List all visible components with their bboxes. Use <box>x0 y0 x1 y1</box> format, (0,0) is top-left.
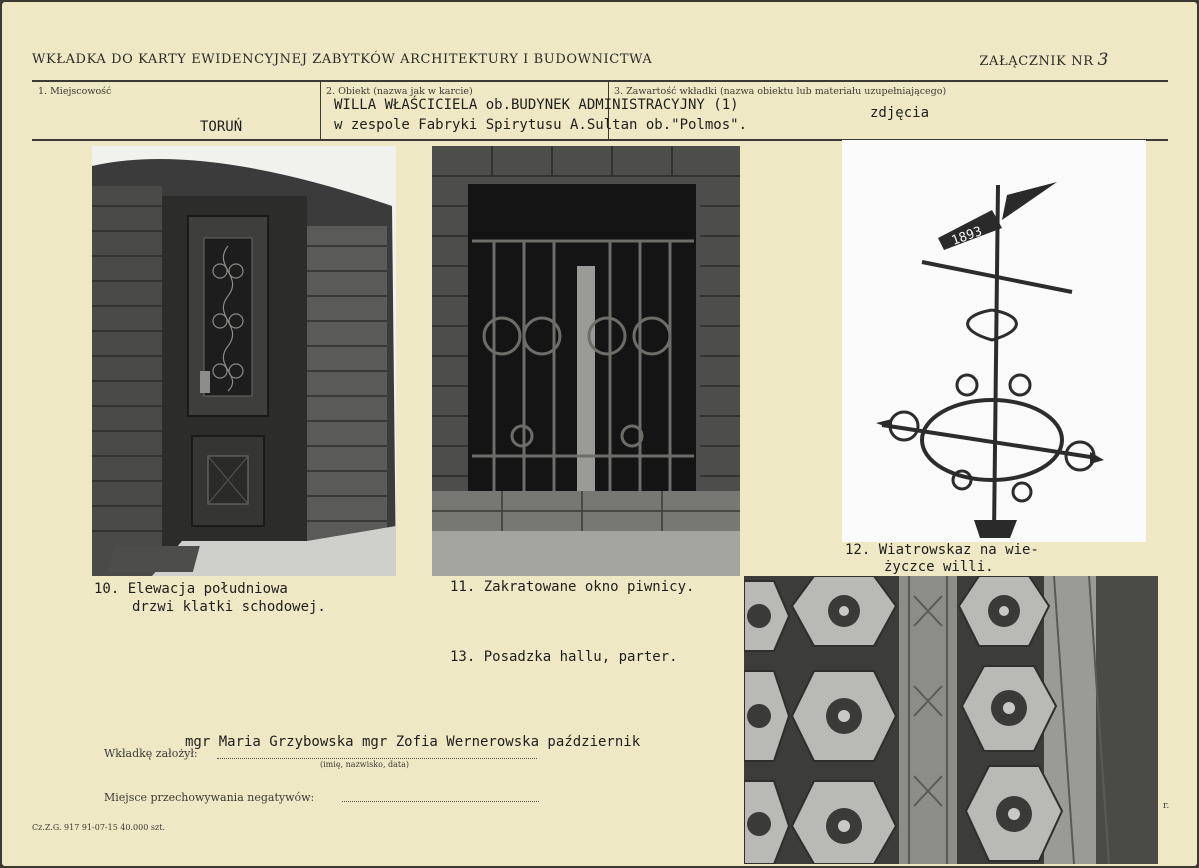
field-divider-1 <box>320 82 321 140</box>
form-title: WKŁADKA DO KARTY EWIDENCYJNEJ ZABYTKÓW ARCHITEKTURY I BUDOWNICTWA <box>32 52 653 67</box>
field-locality-value: TORUŃ <box>200 119 243 135</box>
caption-10-line1: 10. Elewacja południowa <box>94 581 288 597</box>
caption-11: 11. Zakratowane okno piwnicy. <box>450 579 695 595</box>
field-contents-label: 3. Zawartość wkładki (nazwa obiektu lub materiału uzupełniającego) <box>614 86 947 97</box>
photo-weather-vane <box>842 140 1146 542</box>
annex-label <box>979 50 1109 70</box>
field-object-label: 2. Obiekt (nazwa jak w karcie) <box>326 86 473 97</box>
storage-dotted-line <box>342 801 539 802</box>
caption-13: 13. Posadzka hallu, parter. <box>450 649 678 665</box>
made-by-dotted-line <box>217 758 537 759</box>
annex-number: 3 <box>1097 50 1109 70</box>
storage-label: Miejsce przechowywania negatywów: <box>104 791 315 804</box>
authors-typed: mgr Maria Grzybowska mgr Zofia Wernerowska październik <box>185 734 641 750</box>
inventory-insert-sheet <box>2 2 1197 866</box>
caption-12-line2: życzce willi. <box>884 559 994 575</box>
photo-hall-floor <box>744 576 1158 864</box>
photo-barred-window <box>432 146 740 576</box>
caption-12-line1: 12. Wiatrowskaz na wie- <box>845 542 1039 558</box>
field-contents-value: zdjęcia <box>870 105 930 121</box>
print-code: Cz.Z.G. 917 91-07-15 40.000 szt. <box>32 823 165 832</box>
field-locality-label: 1. Miejscowość <box>38 86 112 97</box>
field-object-line2: w zespole Fabryki Spirytusu A.Sultan ob."Polmos". <box>334 117 748 133</box>
edge-mark: r. <box>1163 801 1170 811</box>
vane-year-flag: 1893 <box>949 224 985 249</box>
field-object-line1: WILLA WŁAŚCICIELA ob.BUDYNEK ADMINISTRACYJNY (1) <box>334 97 739 113</box>
photo-door <box>92 146 396 576</box>
made-by-label: Wkładkę założył: <box>104 747 198 760</box>
caption-10-line2: drzwi klatki schodowej. <box>132 599 326 615</box>
made-by-hint: (imię, nazwisko, data) <box>320 760 410 769</box>
annex-label-text: ZAŁĄCZNIK NR <box>979 54 1094 69</box>
header-top-rule <box>32 80 1168 82</box>
